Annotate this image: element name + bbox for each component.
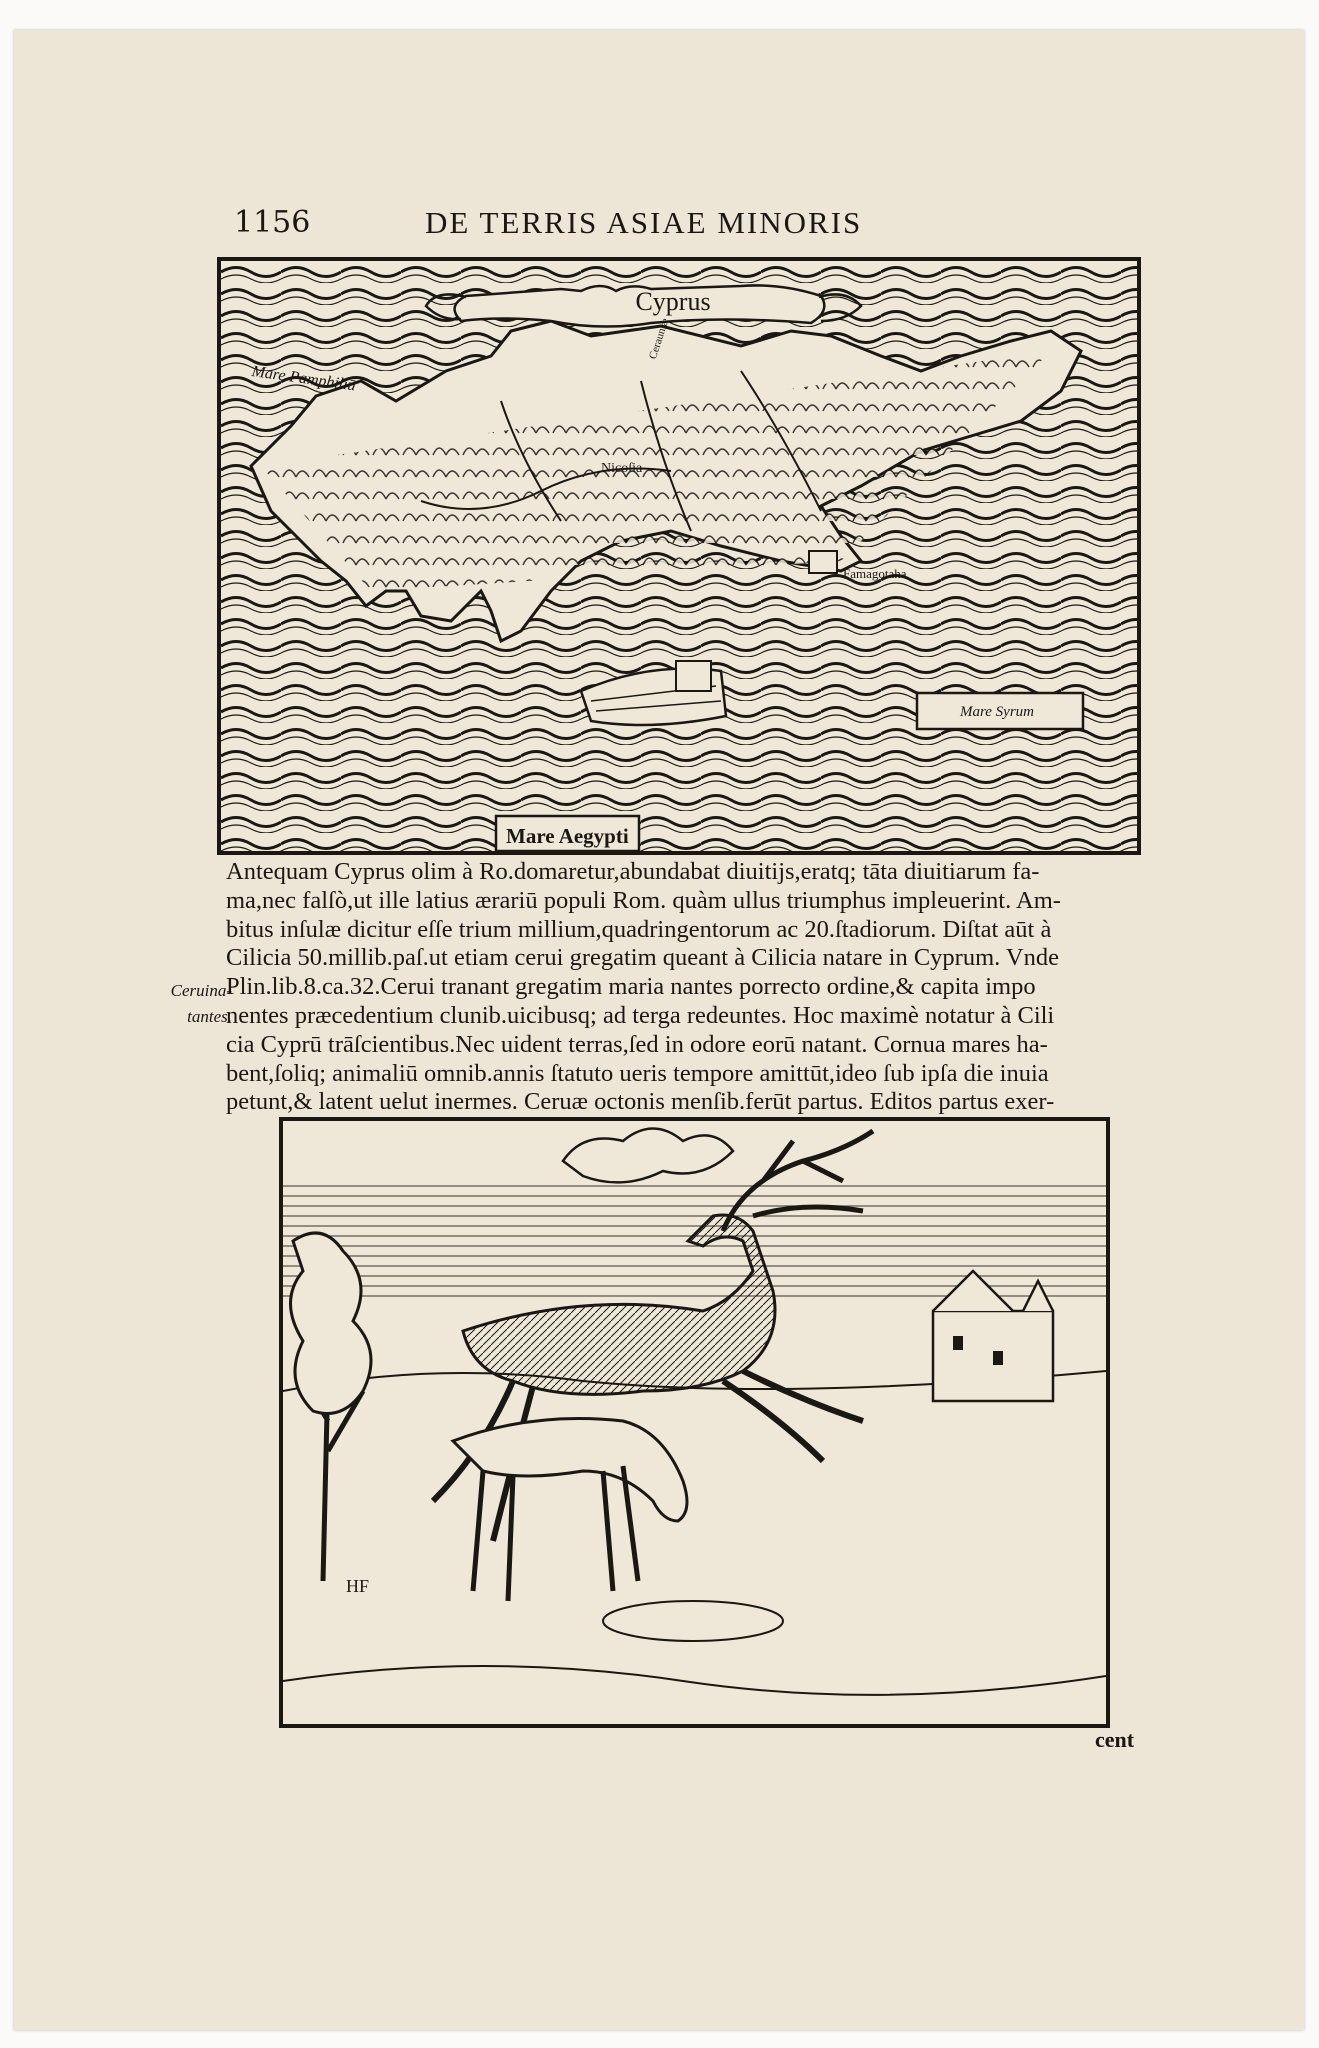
text-line: cia Cyprū trāſcientibus.Nec uident terras,ſed in odore eorū natant. Cornua mares ha- bbox=[226, 1030, 1048, 1058]
text-line: Cilicia 50.millib.paſ.ut etiam cerui gregatim queant à Cilicia natare in Cyprum. Vnde bbox=[226, 944, 1059, 972]
label-cerauna: Cerauniæ bbox=[647, 316, 672, 361]
margin-note bbox=[152, 978, 232, 1030]
label-nicosia: Nicoſia bbox=[601, 461, 643, 476]
deer-artwork bbox=[283, 1121, 1106, 1724]
page-number: 1156 bbox=[234, 205, 311, 240]
text-line: petunt,& latent uelut inermes. Ceruæ octonis menſib.ferūt partus. Editos partus exer- bbox=[226, 1088, 1055, 1116]
map-artwork bbox=[221, 261, 1137, 851]
body-text bbox=[226, 858, 1146, 1117]
text-line: bitus inſulæ dicitur eſſe trium millium,quadringentorum ac 20.ſtadiorum. Diſtat aūt à bbox=[226, 915, 1052, 943]
label-famagusta: Famagotaha bbox=[843, 566, 907, 581]
text-line: bent,ſoliq; animaliū omnib.annis ſtatuto ueris tempore amittūt,ideo ſub ipſa die inuia bbox=[226, 1059, 1049, 1087]
label-mare-aegypti: Mare Aegypti bbox=[506, 824, 629, 848]
deer-woodcut bbox=[279, 1117, 1110, 1728]
text-line: Plin.lib.8.ca.32.Cerui tranant gregatim maria nantes porrecto ordine,& capita impo bbox=[226, 973, 1036, 1001]
text-line: Antequam Cyprus olim à Ro.domaretur,abundabat diuitijs,eratq; tāta diuitiarum fa- bbox=[226, 858, 1040, 885]
tree-drawing bbox=[291, 1233, 372, 1581]
water-ripples bbox=[603, 1601, 783, 1641]
cyprus-map-woodcut bbox=[217, 257, 1141, 855]
margin-note-line: Ceruina- bbox=[170, 981, 232, 1000]
map-title: Cyprus bbox=[635, 287, 711, 316]
running-title: DE TERRIS ASIAE MINORIS bbox=[425, 205, 863, 240]
label-mare-pamphilium: Mare Pamphiliū bbox=[250, 363, 357, 395]
artist-monogram: HF bbox=[346, 1576, 370, 1596]
page-header bbox=[0, 205, 1319, 245]
cloud-drawing bbox=[563, 1129, 733, 1183]
label-mare-syrum: Mare Syrum bbox=[959, 704, 1034, 720]
catchword: cent bbox=[1095, 1727, 1135, 1752]
famagusta-city-mark bbox=[809, 551, 837, 573]
text-line: ma,nec falſò,ut ille latius ærariū populi Rom. quàm ullus triumphus impleuerint. Am- bbox=[226, 886, 1061, 914]
margin-note-line: tantes. bbox=[187, 1007, 232, 1026]
text-line: nentes præcedentium clunib.uicibusq; ad terga redeuntes. Hoc maximè notatur à Cili bbox=[226, 1001, 1055, 1029]
ground-line bbox=[283, 1666, 1106, 1695]
doe-drawing bbox=[453, 1419, 687, 1602]
